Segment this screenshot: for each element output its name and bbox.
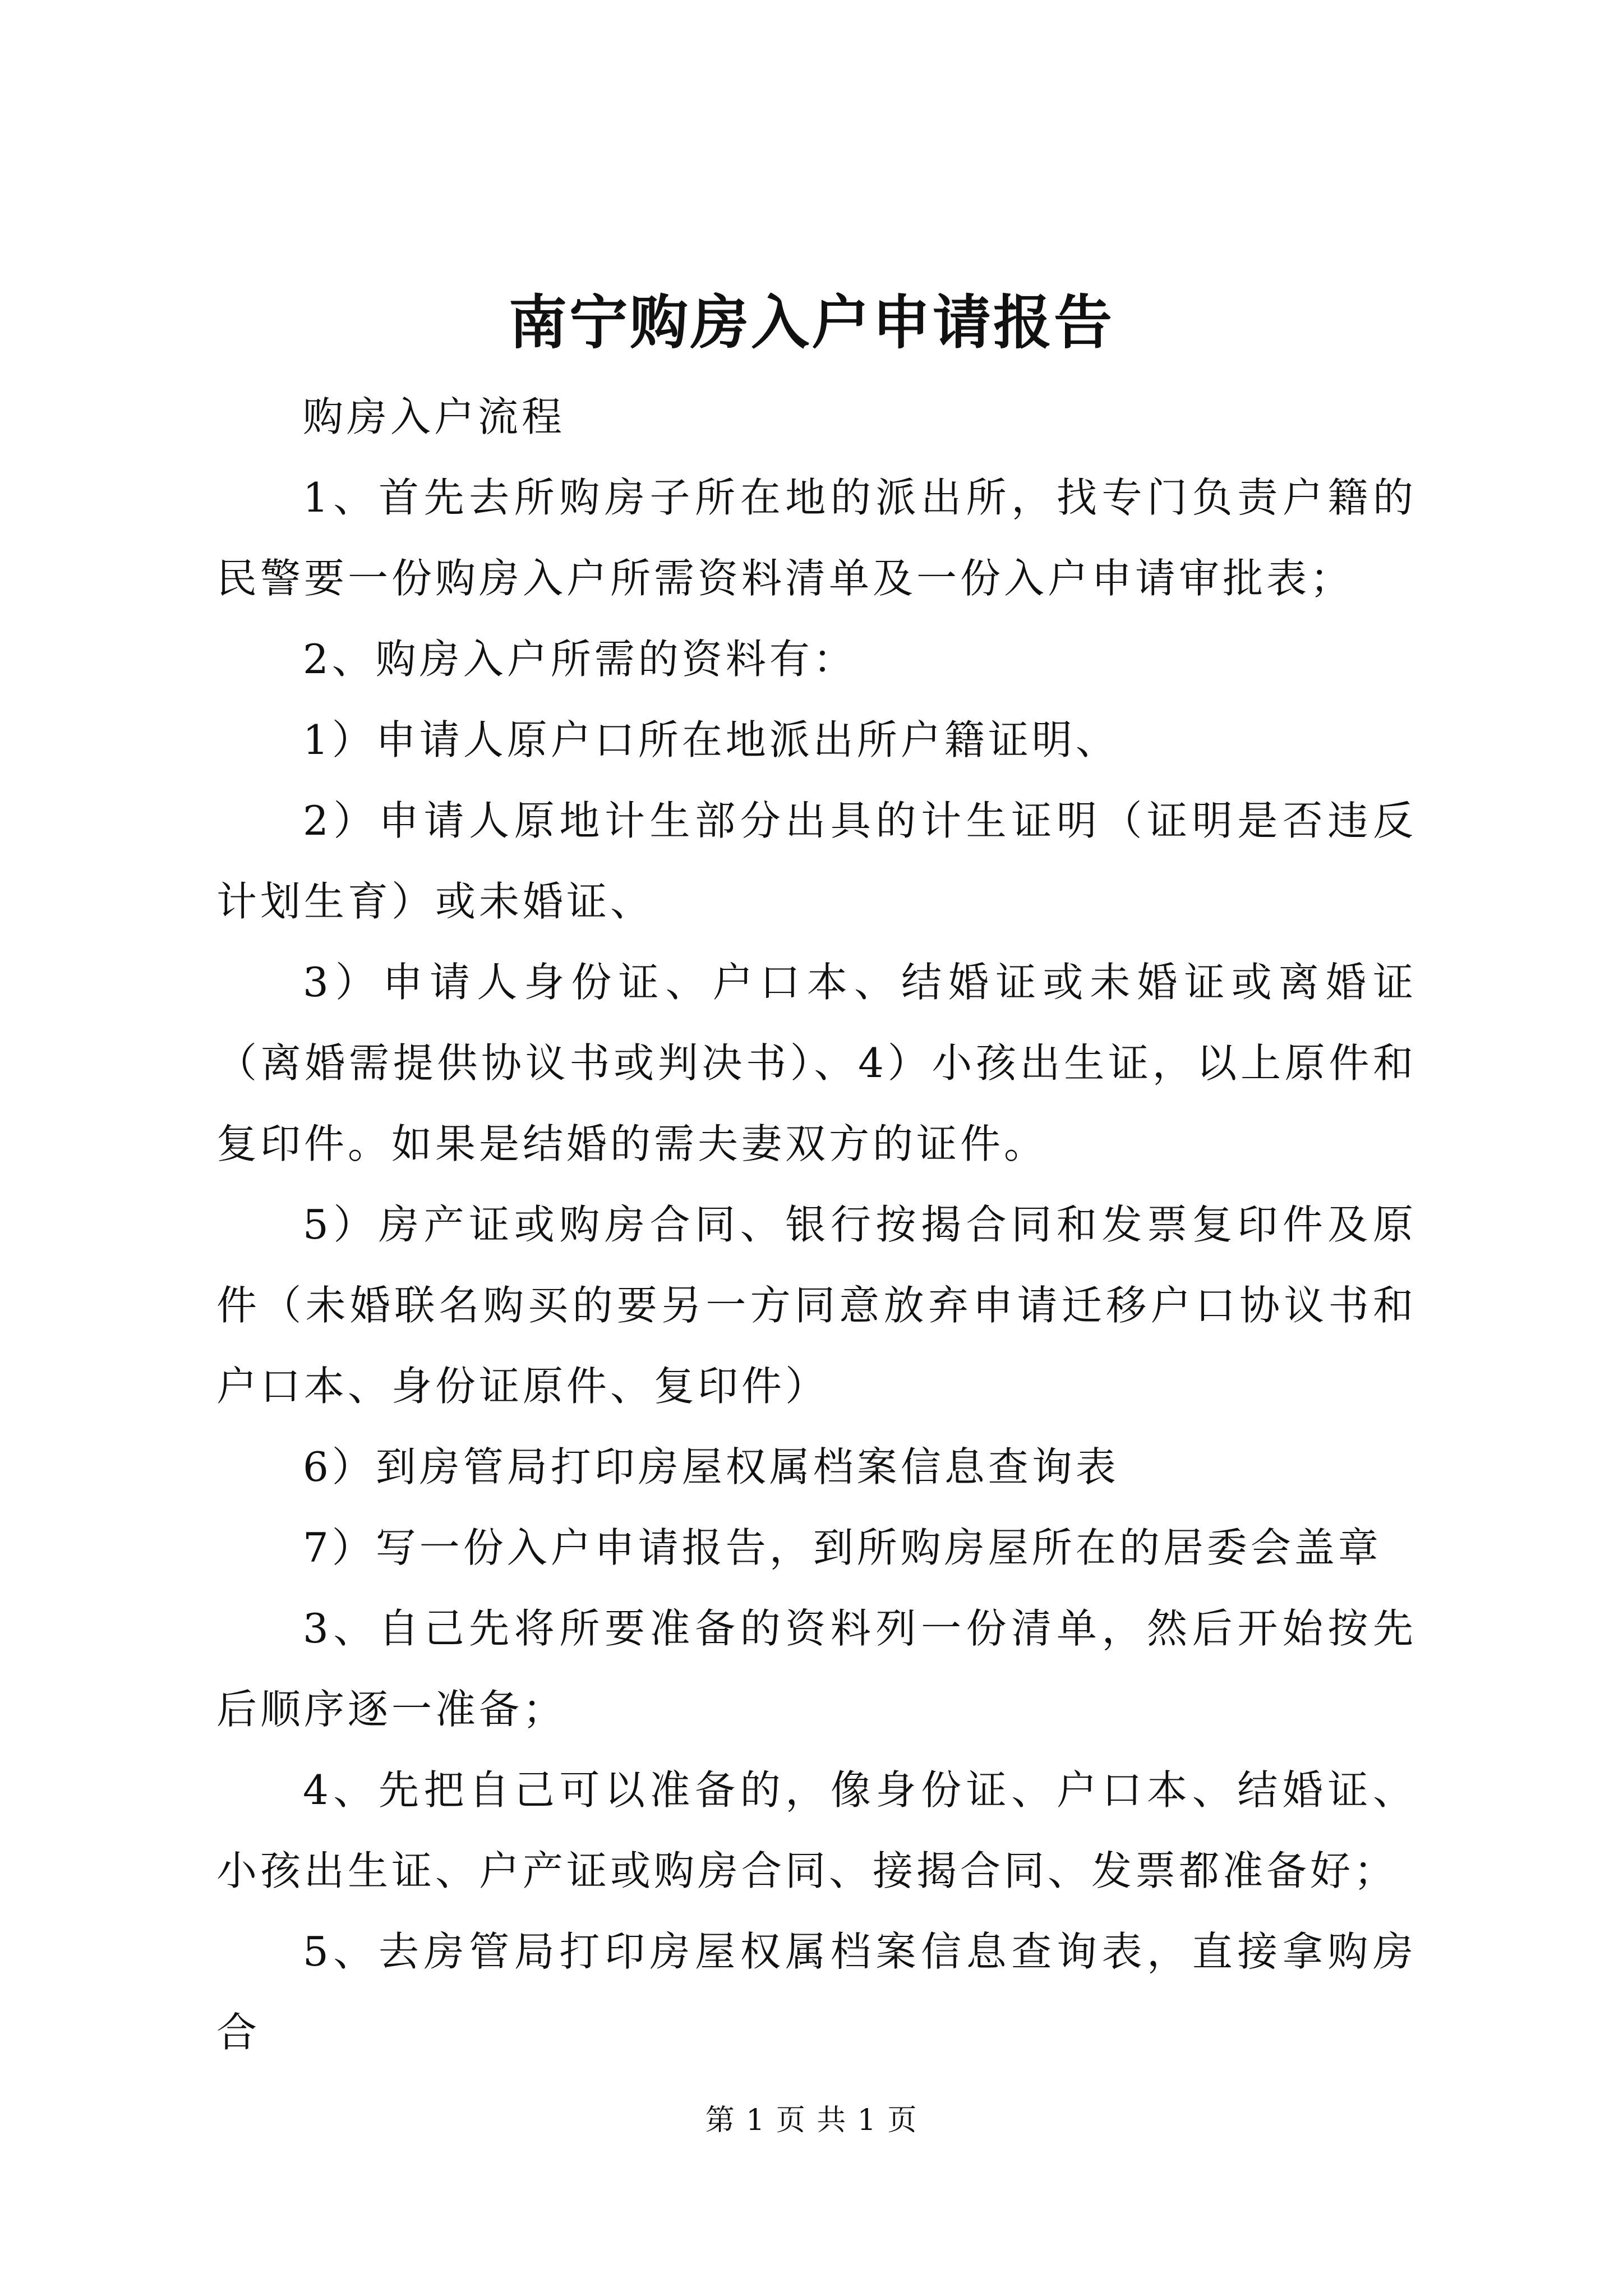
paragraph-item-2: 2）申请人原地计生部分出具的计生证明（证明是否违反计划生育）或未婚证、 — [216, 797, 1417, 925]
paragraph-item-1: 1）申请人原户口所在地派出所户籍证明、 — [303, 716, 1119, 763]
paragraph-step-4: 4、先把自己可以准备的，像身份证、户口本、结婚证、小孩出生证、户产证或购房合同、接揭合同、发票都准备好； — [216, 1766, 1417, 1894]
paragraph-item-6: 6）到房管局打印房屋权属档案信息查询表 — [303, 1443, 1119, 1490]
paragraph-item-7: 7）写一份入户申请报告，到所购房屋所在的居委会盖章 — [303, 1524, 1382, 1571]
paragraph-step-3: 3、自己先将所要准备的资料列一份清单，然后开始按先后顺序逐一准备； — [216, 1605, 1417, 1733]
paragraph-item-5: 5）房产证或购房合同、银行按揭合同和发票复印件及原件（未婚联名购买的要另一方同意放弃申请迁移户口协议书和户口本、身份证原件、复印件） — [216, 1201, 1417, 1410]
paragraph-intro: 购房入户流程 — [303, 393, 566, 440]
paragraph-item-3: 3）申请人身份证、户口本、结婚证或未婚证或离婚证（离婚需提供协议书或判决书）、4）小孩出生证，以上原件和复印件。如果是结婚的需夫妻双方的证件。 — [216, 959, 1417, 1167]
document-body — [216, 376, 1417, 2073]
page-footer: 第 1 页 共 1 页 — [705, 2104, 918, 2137]
paragraph-step-2: 2、购房入户所需的资料有： — [303, 636, 857, 683]
document-title: 南宁购房入户申请报告 — [508, 288, 1114, 357]
paragraph-step-5: 5、去房管局打印房屋权属档案信息查询表，直接拿购房合 — [216, 1928, 1417, 2056]
paragraph-step-1: 1、首先去所购房子所在地的派出所，找专门负责户籍的民警要一份购房入户所需资料清单及一份入户申请审批表； — [216, 474, 1417, 602]
